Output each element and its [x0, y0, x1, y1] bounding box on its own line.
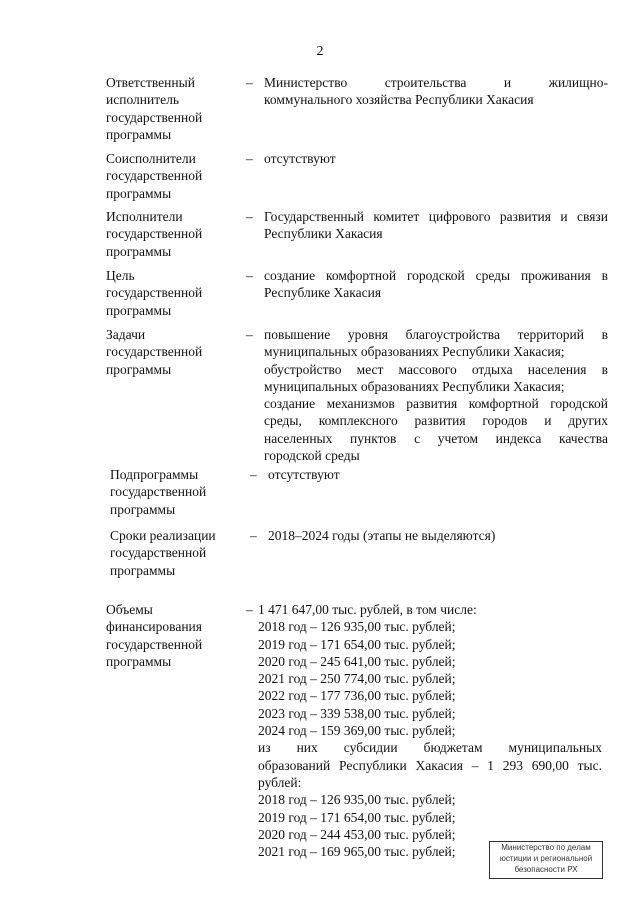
registration-stamp: Министерство по делам юстиции и региональной безопасности РХ — [489, 841, 603, 879]
row-dash: – — [250, 528, 257, 543]
row-label: Объемы финансирования государственной программы — [106, 602, 203, 669]
row-dash: – — [246, 151, 253, 166]
row-value: отсутствуют — [264, 151, 336, 166]
row-dash: – — [246, 327, 253, 342]
row-label: Сроки реализации государственной программы — [110, 528, 216, 578]
row-value: повышение уровня благоустройства территорий в муниципальных образованиях Республики Хакасия; обустройство мест массового отдыха населения в муниципальных образованиях Республики Хакасия; создание механизмов развития комфортной городской среды, комплексного развития городов и других населенных пунктов с учетом индекса качества городской среды — [264, 327, 608, 464]
row-label: Задачи государственной программы — [106, 327, 203, 377]
row-dash: – — [246, 602, 253, 617]
row-value: создание комфортной городской среды проживания в Республике Хакасия — [264, 268, 608, 301]
row-value: отсутствуют — [268, 467, 340, 482]
page-number: 2 — [316, 44, 324, 59]
row-label: Исполнители государственной программы — [106, 209, 203, 259]
row-dash: – — [246, 209, 253, 224]
row-dash: – — [250, 467, 257, 482]
row-value: 1 471 647,00 тыс. рублей, в том числе: 2018 год – 126 935,00 тыс. рублей; 2019 год – 171 654,00 тыс. рублей; 2020 год – 245 641,00 тыс. рублей; 2021 год – 250 774,00 тыс. рублей; 2022 год – 177 736,00 тыс. рублей; 2023 год – 339 538,00 тыс. рублей; 2024 год – 159 369,00 тыс. рублей; из них субсидии бюджетам муниципальных образований Республики Хакасия – 1 293 690,00 тыс. рублей: 2018 год – 126 935,00 тыс. рублей; 2019 год – 171 654,00 тыс. рублей; 2020 год – 244 453,00 тыс. рублей; 2021 год – 169 965,00 тыс. рублей; — [258, 602, 602, 860]
row-value: Государственный комитет цифрового развития и связи Республики Хакасия — [264, 209, 608, 242]
row-label: Подпрограммы государственной программы — [110, 467, 207, 517]
row-value: 2018–2024 годы (этапы не выделяются) — [268, 528, 496, 543]
row-label: Соисполнители государственной программы — [106, 151, 203, 201]
row-label: Ответственный исполнитель государственной программы — [106, 75, 203, 142]
row-label: Цель государственной программы — [106, 268, 203, 318]
row-value: Министерство строительства и жилищно- коммунального хозяйства Республики Хакасия — [264, 75, 608, 108]
row-dash: – — [246, 268, 253, 283]
row-dash: – — [246, 75, 253, 90]
